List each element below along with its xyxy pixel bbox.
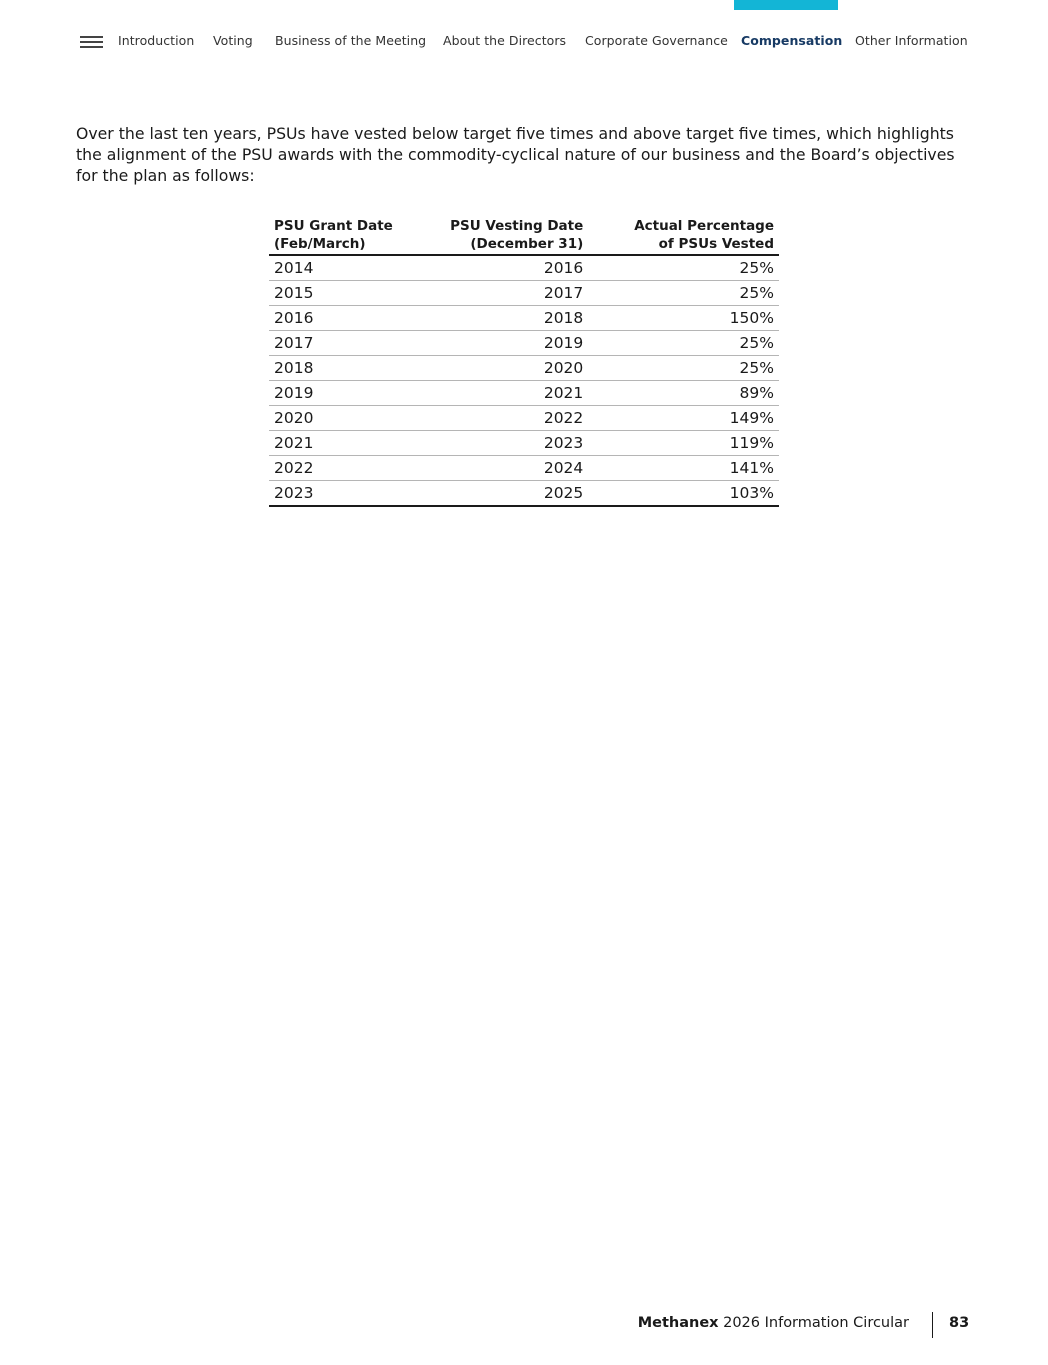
nav-item-compensation[interactable]: Compensation (741, 33, 843, 48)
grant-year: 2022 (269, 456, 441, 481)
table-row (269, 481, 779, 507)
vesting-year: 2016 (441, 255, 589, 281)
vesting-year: 2018 (441, 306, 589, 331)
active-section-indicator (734, 0, 838, 10)
nav-item-corporate-governance[interactable]: Corporate Governance (585, 33, 728, 48)
footer-document-title (638, 1315, 909, 1331)
header-percentage-vested: Actual Percentage of PSUs Vested (588, 217, 779, 255)
percent-vested: 103% (588, 481, 779, 507)
table-row (269, 255, 779, 281)
grant-year: 2018 (269, 356, 441, 381)
grant-year: 2014 (269, 255, 441, 281)
percent-vested: 149% (588, 406, 779, 431)
percent-vested: 25% (588, 281, 779, 306)
header-vesting-date: PSU Vesting Date (December 31) (441, 217, 589, 255)
grant-year: 2019 (269, 381, 441, 406)
grant-year: 2016 (269, 306, 441, 331)
grant-year: 2017 (269, 331, 441, 356)
nav-item-business-of-the-meeting[interactable]: Business of the Meeting (275, 33, 427, 48)
top-navigation (0, 0, 1048, 70)
nav-item-other-information[interactable]: Other Information (855, 33, 968, 48)
table-row (269, 281, 779, 306)
grant-year: 2015 (269, 281, 441, 306)
psu-vesting-table (269, 217, 779, 507)
nav-item-introduction[interactable]: Introduction (118, 33, 195, 48)
intro-paragraph: Over the last ten years, PSUs have vested below target five times and above target five times, which highlights the alignment of the PSU awards with the commodity-cyclical nature of our business and the Board’s objectives for the plan as follows: (76, 124, 955, 185)
vesting-year: 2019 (441, 331, 589, 356)
page-footer (0, 1312, 1048, 1338)
footer-divider (932, 1312, 933, 1338)
grant-year: 2020 (269, 406, 441, 431)
header-grant-date: PSU Grant Date (Feb/March) (269, 217, 441, 255)
table-row (269, 306, 779, 331)
nav-item-about-the-directors[interactable]: About the Directors (443, 33, 567, 48)
footer-document-name: 2026 Information Circular (723, 1315, 909, 1331)
grant-year: 2021 (269, 431, 441, 456)
vesting-year: 2017 (441, 281, 589, 306)
table-row (269, 406, 779, 431)
percent-vested: 89% (588, 381, 779, 406)
percent-vested: 141% (588, 456, 779, 481)
vesting-year: 2021 (441, 381, 589, 406)
percent-vested: 25% (588, 255, 779, 281)
page-number: 83 (949, 1315, 970, 1331)
vesting-year: 2023 (441, 431, 589, 456)
percent-vested: 25% (588, 331, 779, 356)
table-row (269, 356, 779, 381)
hamburger-menu-icon[interactable] (80, 35, 103, 50)
grant-year: 2023 (269, 481, 441, 507)
vesting-year: 2024 (441, 456, 589, 481)
percent-vested: 150% (588, 306, 779, 331)
table-header-row (269, 217, 779, 255)
percent-vested: 119% (588, 431, 779, 456)
vesting-year: 2020 (441, 356, 589, 381)
vesting-year: 2022 (441, 406, 589, 431)
table-row (269, 431, 779, 456)
table-row (269, 381, 779, 406)
footer-company-name: Methanex (637, 1315, 719, 1331)
table-row (269, 331, 779, 356)
percent-vested: 25% (588, 356, 779, 381)
nav-item-voting[interactable]: Voting (213, 33, 253, 48)
table-row (269, 456, 779, 481)
vesting-year: 2025 (441, 481, 589, 507)
